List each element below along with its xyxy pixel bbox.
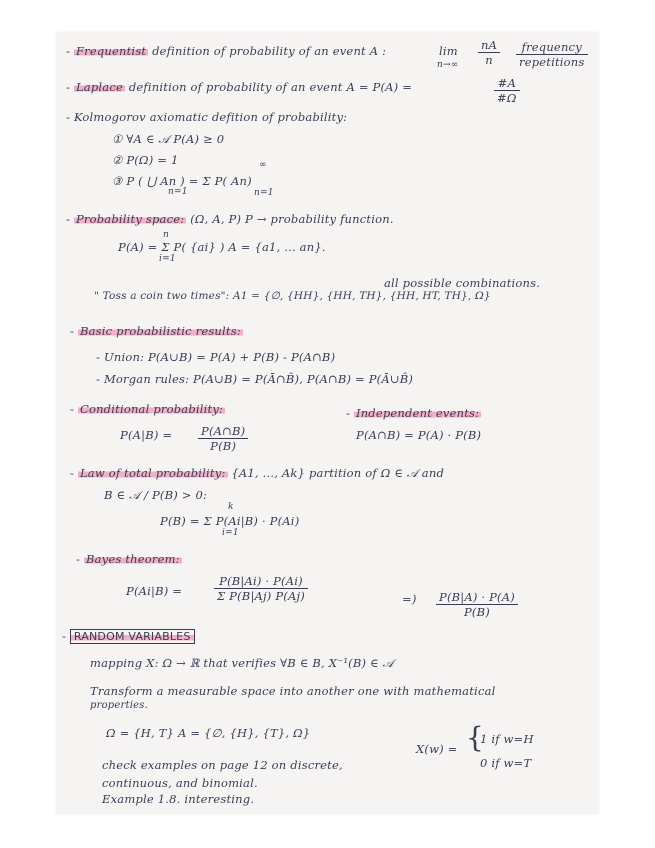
probability-space: - Probability space: (Ω, A, P) P → probability function. bbox=[66, 212, 394, 226]
laplace-fraction: $\frac{\#A}{\#\Omega}$ bbox=[494, 76, 520, 105]
axiom-2: ② P(Ω) = 1 bbox=[112, 153, 179, 167]
rv-check-examples: check examples on page 12 on discrete, bbox=[102, 758, 343, 772]
conditional-formula-frac: $\frac{P(A\cap B)}{P(B)}$ bbox=[198, 424, 248, 453]
conditional-formula-lhs: P(A|B) = bbox=[120, 428, 173, 442]
total-sum-sub: i=1 bbox=[222, 528, 239, 538]
rv-example-note: Example 1.8. interesting. bbox=[102, 792, 255, 806]
total-probability-heading: Law of total probability: bbox=[79, 466, 226, 480]
notebook-page bbox=[56, 32, 599, 814]
rv-transform: Transform a measurable space into another one with mathematical bbox=[90, 684, 496, 698]
frequentist-definition: - Frequentist definition of probability of an event A : bbox=[66, 44, 387, 58]
rv-properties: properties. bbox=[90, 700, 148, 711]
bayes-lhs: P(Ai|B) = bbox=[126, 584, 183, 598]
independent-formula: P(A∩B) = P(A) · P(B) bbox=[356, 428, 482, 442]
axiom-3-sub: n=1 bbox=[168, 187, 188, 197]
total-sum-sup: k bbox=[228, 502, 234, 512]
probability-space-heading: Probability space: bbox=[75, 212, 185, 226]
total-probability-condition: B ∈ 𝒜 / P(B) > 0: bbox=[104, 488, 208, 502]
frequentist-heading: Frequentist bbox=[75, 44, 147, 58]
kolmogorov-heading: - Kolmogorov axiomatic defition of probability: bbox=[66, 110, 348, 124]
rv-function-lhs: X(w) = bbox=[416, 742, 458, 756]
conditional-heading: - Conditional probability: bbox=[70, 402, 224, 416]
bayes-simple-fraction: $\frac{P(B|A) \cdot P(A)}{P(B)}$ bbox=[436, 590, 518, 619]
axiom-3: ③ P ( ⋃ An ) = Σ P( An) bbox=[112, 174, 252, 188]
independent-heading: - Independent events: bbox=[346, 406, 480, 420]
pa-sum-formula: P(A) = Σ P( {ai} ) A = {a1, ... an}. bbox=[118, 240, 326, 254]
laplace-definition: - Laplace definition of probability of an event A = P(A) = bbox=[66, 80, 413, 94]
basic-results-heading: - Basic probabilistic results: bbox=[70, 324, 241, 338]
total-probability: - Law of total probability: {A1, ..., Ak} partition of Ω ∈ 𝒜 and bbox=[70, 466, 445, 480]
axiom-1: ① ∀A ∈ 𝒜 P(A) ≥ 0 bbox=[112, 132, 225, 146]
frequentist-limit: lim bbox=[439, 44, 458, 58]
rv-case-h: 1 if w=H bbox=[480, 732, 534, 746]
bayes-implies: =) bbox=[402, 592, 417, 606]
union-rule: - Union: P(A∪B) = P(A) + P(B) - P(A∩B) bbox=[96, 350, 336, 364]
combinations-note: all possible combinations. bbox=[384, 276, 541, 290]
pa-sum-sub: i=1 bbox=[159, 254, 176, 264]
pa-sum-sup: n bbox=[163, 230, 169, 240]
rv-mapping: mapping X: Ω → ℝ that verifies ∀B ∈ B, X⁻¹(B) ∈ 𝒜 bbox=[90, 656, 394, 670]
axiom-3-sup: ∞ bbox=[259, 160, 267, 170]
rv-continuous: continuous, and binomial. bbox=[102, 776, 258, 790]
coin-toss-example: " Toss a coin two times": A1 = {∅, {HH}, {HH, TH}, {HH, HT, TH}, Ω} bbox=[94, 290, 491, 302]
frequentist-fraction: $\frac{nA}{n}$ bbox=[478, 38, 500, 67]
random-variables-heading: - RANDOM VARIABLES bbox=[62, 630, 195, 643]
bayes-heading: - Bayes theorem: bbox=[76, 552, 180, 566]
bayes-fraction: $\frac{P(B|Ai) \cdot P(Ai)}{\text{Σ P(B|Aj) P(Aj)}}$ bbox=[214, 574, 308, 603]
total-probability-formula: P(B) = Σ P(Ai|B) · P(Ai) bbox=[160, 514, 300, 528]
axiom-3-sub2: n=1 bbox=[254, 188, 274, 198]
frequentist-annotation: $\frac{\text{frequency}}{\text{repetitions}}$ bbox=[516, 40, 588, 69]
morgan-rules: - Morgan rules: P(A∪B) = P(Ā∩B̄), P(A∩B) = P(Ā∪B̄) bbox=[96, 372, 414, 386]
rv-brace-icon: { bbox=[466, 721, 485, 754]
laplace-heading: Laplace bbox=[75, 80, 123, 94]
rv-example-sets: Ω = {H, T} A = {∅, {H}, {T}, Ω} bbox=[106, 726, 311, 740]
rv-case-t: 0 if w=T bbox=[480, 756, 532, 770]
frequentist-limit-sub: n→∞ bbox=[437, 60, 459, 70]
